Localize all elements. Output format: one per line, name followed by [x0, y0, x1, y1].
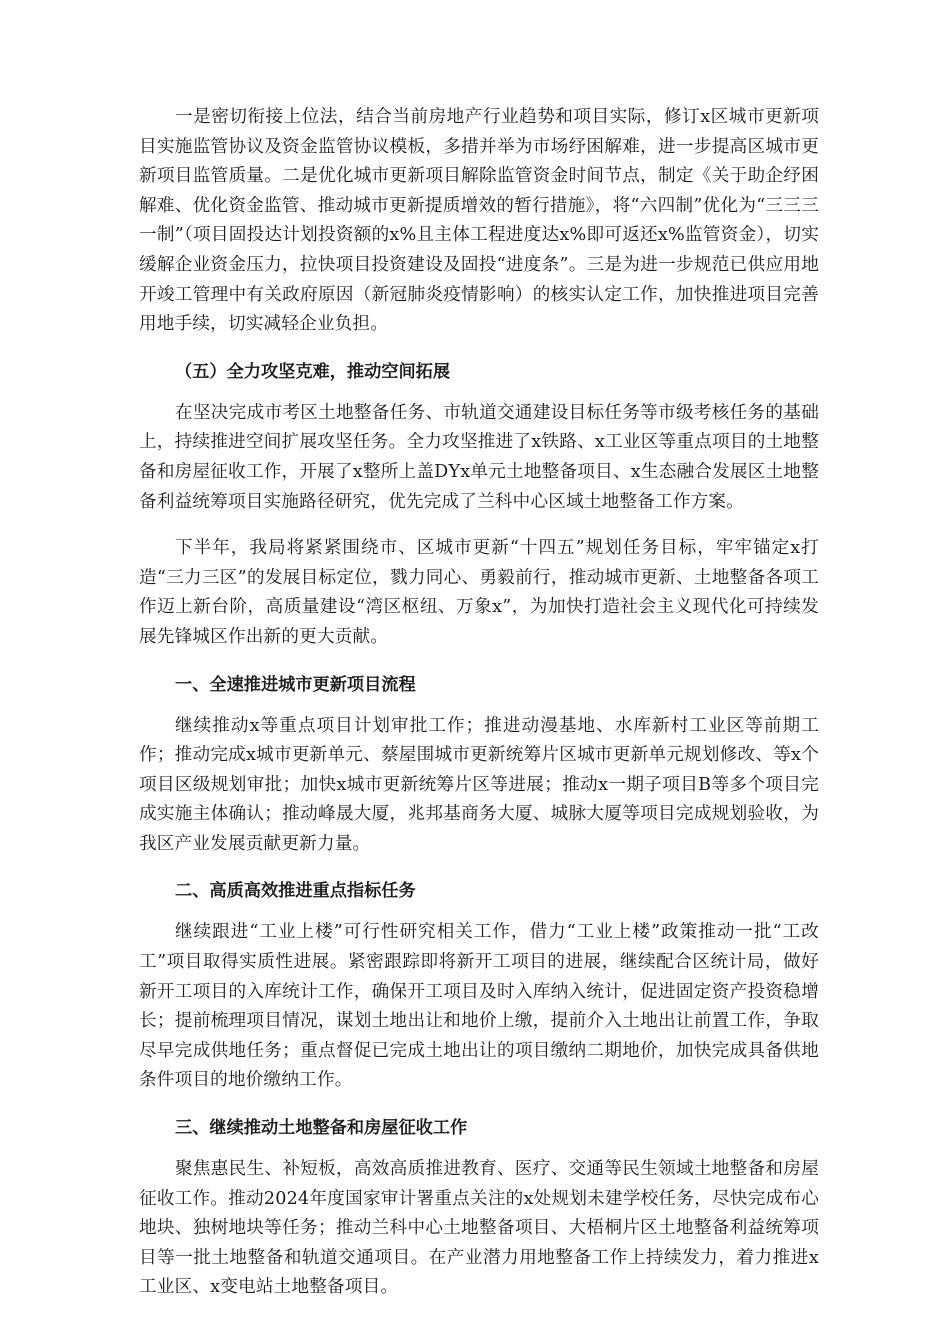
document-body	[139, 103, 819, 1320]
section-heading-2: 二、高质高效推进重点指标任务	[175, 881, 416, 902]
section-heading-3: 三、继续推动土地整备和房屋征收工作	[175, 1118, 468, 1139]
paragraph-urban-renewal: 继续推动x等重点项目计划审批工作；推进动漫基地、水库新村工业区等前期工作；推动完成x城市更新单元、蔡屋围城市更新统筹片区城市更新单元规划修改、等x个项目区级规划审批；加快x城市更新统筹片区等进展；推动x一期子项目B等多个项目完成实施主体确认；推动峰晟大厦，兆邦基商务大厦、城脉大厦等项目完成规划验收，为我区产业发展贡献更新力量。	[139, 715, 819, 854]
paragraph-supervision-measures: 一是密切衔接上位法，结合当前房地产行业趋势和项目实际，修订x区城市更新项目实施监管协议及资金监管协议模板，多措并举为市场纾困解难，进一步提高区城市更新项目监管质量。二是优化城市更新项目解除监管资金时间节点，制定《关于助企纾困解难、优化资金监管、推动城市更新提质增效的暂行措施》，将“六四制”优化为“三三三一制”（项目固投达计划投资额的x%且主体工程进度达x%即可返还x%监管资金），切实缓解企业资金压力，拉快项目投资建设及固投“进度条”。三是为进一步规范已供应用地开竣工管理中有关政府原因（新冠肺炎疫情影响）的核实认定工作，加快推进项目完善用地手续，切实减轻企业负担。	[139, 107, 819, 335]
section-heading-5: （五）全力攻坚克难，推动空间拓展	[175, 361, 451, 382]
paragraph-second-half-plan: 下半年，我局将紧紧围绕市、区城市更新“十四五”规划任务目标，牢牢锚定x打造“三力三区”的发展目标定位，戮力同心、勇毅前行，推动城市更新、土地整备各项工作迈上新台阶，高质量建设“湾区枢纽、万象x”，为加快打造社会主义现代化可持续发展先锋城区作出新的更大贡献。	[139, 538, 819, 647]
paragraph-space-expansion: 在坚决完成市考区土地整备任务、市轨道交通建设目标任务等市级考核任务的基础上，持续推进空间扩展攻坚任务。全力攻坚推进了x铁路、x工业区等重点项目的土地整备和房屋征收工作，开展了x整所上盖DYx单元土地整备项目、x生态融合发展区土地整备利益统筹项目实施路径研究，优先完成了兰科中心区域土地整备工作方案。	[139, 402, 819, 512]
paragraph-land-preparation: 聚焦惠民生、补短板，高效高质推进教育、医疗、交通等民生领域土地整备和房屋征收工作。推动2024年度国家审计署重点关注的x处规划未建学校任务，尽快完成布心地块、独树地块等任务；推动兰科中心土地整备项目、大梧桐片区土地整备利益统筹项目等一批土地整备和轨道交通项目。在产业潜力用地整备工作上持续发力，着力推进x工业区、x变电站土地整备项目。	[139, 1159, 819, 1298]
paragraph-key-indicators: 继续跟进“工业上楼”可行性研究相关工作，借力“工业上楼”政策推动一批“工改工”项目取得实质性进展。紧密跟踪即将新开工项目的进展，继续配合区统计局，做好新开工项目的入库统计工作，确保开工项目及时入库纳入统计，促进固定资产投资稳增长；提前梳理项目情况，谋划土地出让和地价上缴，提前介入土地出让前置工作，争取尽早完成供地任务；重点督促已完成土地出让的项目缴纳二期地价，加快完成具备供地条件项目的地价缴纳工作。	[139, 922, 819, 1091]
section-heading-1: 一、全速推进城市更新项目流程	[175, 674, 416, 695]
